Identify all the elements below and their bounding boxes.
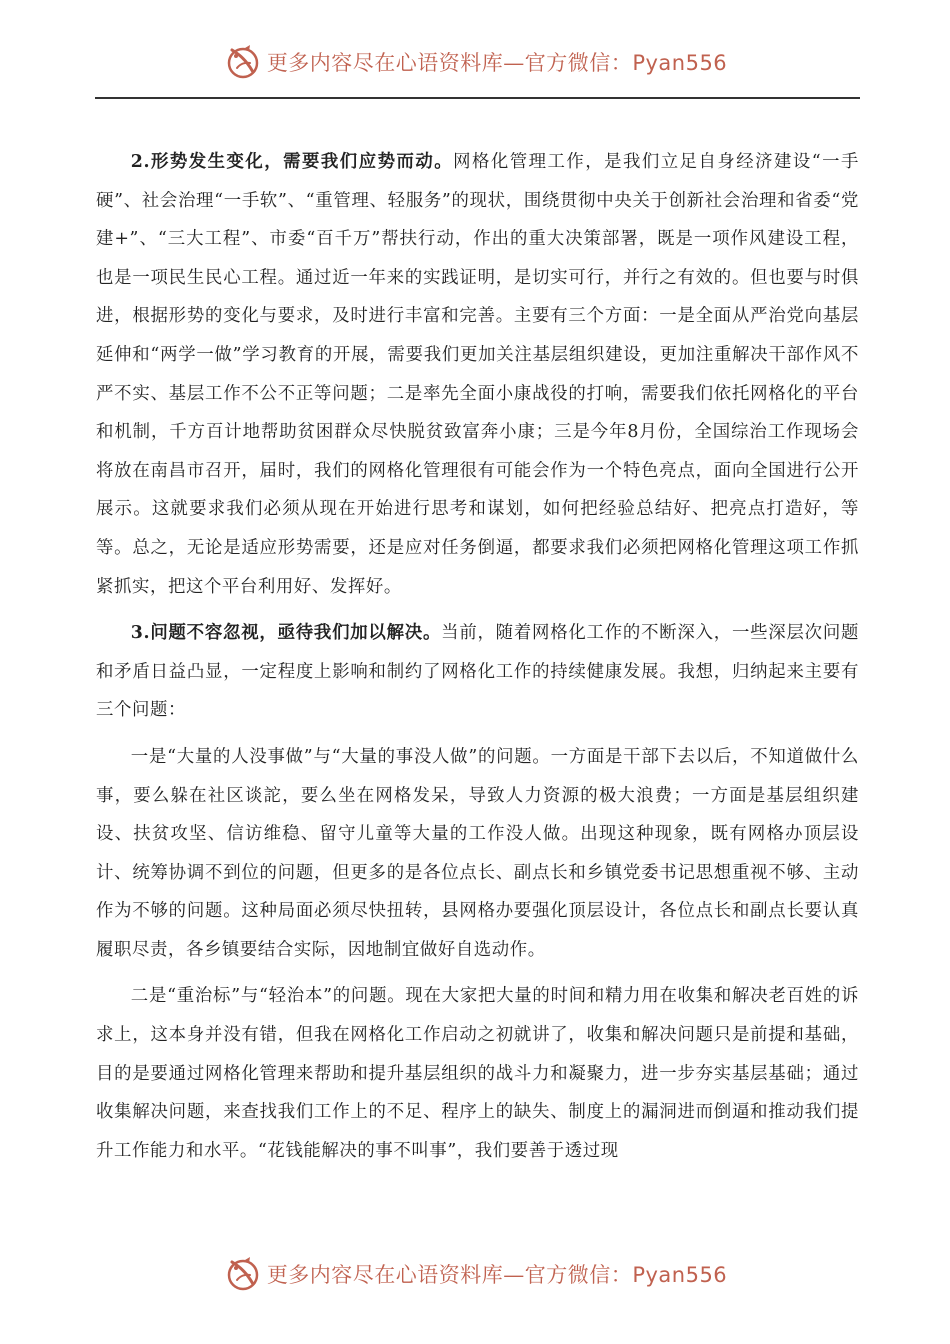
paragraph-situation bbox=[96, 143, 859, 606]
paragraph-problem-two: 二是“重治标”与“轻治本”的问题。现在大家把大量的时间和精力用在收集和解决老百姓的诉求上，这本身并没有错，但我在网格化工作启动之初就讲了，收集和解决问题只是前提和基础，目的是要通过网格化管理来帮助和提升基层组织的战斗力和凝聚力，进一步夯实基层基础；通过收集解决问题，来查找我们工作上的不足、程序上的缺失、制度上的漏洞进而倒逼和推动我们提升工作能力和水平。“花钱能解决的事不叫事”，我们要善于透过现 bbox=[96, 986, 859, 1161]
footer-banner-text bbox=[267, 1259, 727, 1289]
brand-logo-icon bbox=[223, 42, 263, 82]
paragraph-problems-text: 当前，随着网格化工作的不断深入，一些深层次问题和矛盾日益凸显，一定程度上影响和制约了网格化工作的持续健康发展。我想，归纳起来主要有三个问题： bbox=[96, 623, 859, 721]
paragraph-situation-heading: 2.形势发生变化，需要我们应势而动。 bbox=[130, 152, 454, 172]
brand-logo-icon bbox=[223, 1254, 263, 1294]
paragraph-problems-heading: 3.问题不容忽视，亟待我们加以解决。 bbox=[130, 623, 442, 644]
header-wechat-id: Pyan556 bbox=[632, 51, 728, 75]
document-body bbox=[96, 143, 859, 1178]
header-banner bbox=[0, 40, 950, 84]
footer-wechat-id: Pyan556 bbox=[632, 1263, 728, 1287]
paragraph-situation-text: 网格化管理工作，是我们立足自身经济建设“一手硬”、社会治理“一手软”、“重管理、轻服务”的现状，围绕贯彻中央关于创新社会治理和省委“党建+”、“三大工程”、市委“百千万”帮扶行动，作出的重大决策部署，既是一项作风建设工程，也是一项民生民心工程。通过近一年来的实践证明，是切实可行，并行之有效的。但也要与时俱进，根据形势的变化与要求，及时进行丰富和完善。主要有三个方面：一是全面从严治党向基层延伸和“两学一做”学习教育的开展，需要我们更加关注基层组织建设，更加注重解决干部作风不严不实、基层工作不公不正等问题；二是率先全面小康战役的打响，需要我们依托网格化的平台和机制，千方百计地帮助贫困群众尽快脱贫致富奔小康；三是今年8月份，全国综治工作现场会将放在南昌市召开，届时，我们的网格化管理很有可能会作为一个特色亮点，面向全国进行公开展示。这就要求我们必须从现在开始进行思考和谋划，如何把经验总结好、把亮点打造好，等等。总之，无论是适应形势需要，还是应对任务倒逼，都要求我们必须把网格化管理这项工作抓紧抓实，把这个平台利用好、发挥好。 bbox=[96, 152, 859, 597]
header-banner-text bbox=[267, 47, 727, 77]
header-text: 更多内容尽在心语资料库—官方微信： bbox=[266, 51, 633, 75]
paragraph-problems bbox=[96, 614, 859, 730]
paragraph-problem-one: 一是“大量的人没事做”与“大量的事没人做”的问题。一方面是干部下去以后，不知道做什么事，要么躲在社区谈詑，要么坐在网格发呆，导致人力资源的极大浪费；一方面是基层组织建设、扶贫攻坚、信访维稳、留守儿童等大量的工作没人做。出现这种现象，既有网格办顶层设计、统筹协调不到位的问题，但更多的是各位点长、副点长和乡镇党委书记思想重视不够、主动作为不够的问题。这种局面必须尽快扭转，县网格办要强化顶层设计，各位点长和副点长要认真履职尽责，各乡镇要结合实际，因地制宜做好自选动作。 bbox=[96, 746, 859, 960]
header-divider bbox=[95, 97, 860, 99]
footer-text: 更多内容尽在心语资料库—官方微信： bbox=[266, 1263, 633, 1287]
footer-banner bbox=[0, 1252, 950, 1296]
